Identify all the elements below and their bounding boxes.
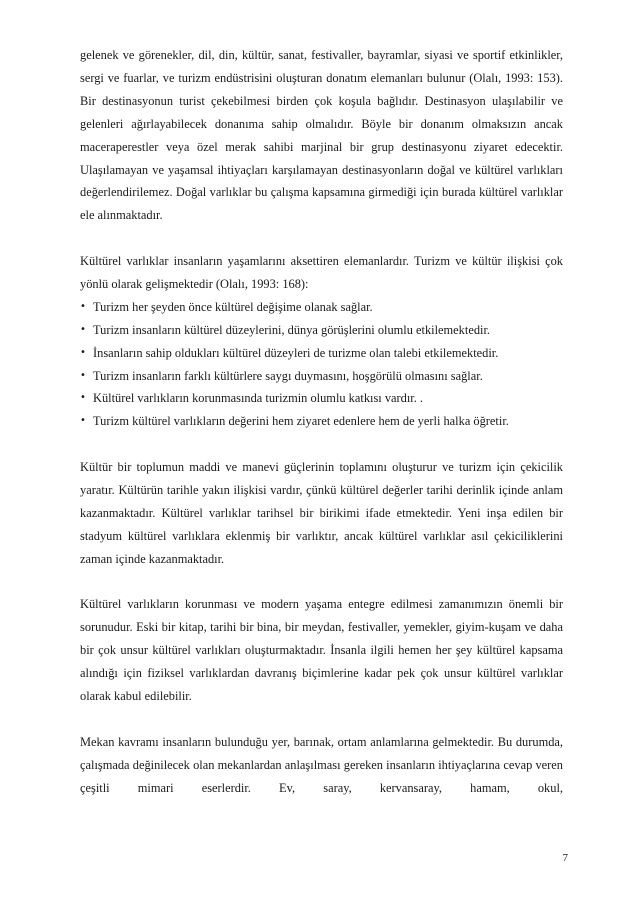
paragraph-4: Kültürel varlıkların korunması ve modern yaşama entegre edilmesi zamanımızın önemli bir sorunudur. Eski bir kitap, tarihi bir bina, bir meydan, festivaller, yemekler, giyim-kuşam ve daha bir çok unsur kültürel varlıkları oluşturmaktadır. İnsanla ilgili hemen her şey kültürel kapsama alındığı için fiziksel varlıklardan davranış biçimlerine kadar pek çok unsur kültürel varlıklar olarak kabul edilebilir. [80, 597, 563, 704]
bullet-item-1 [80, 296, 563, 319]
bullet-text: Turizm insanların farklı kültürlere saygı duymasını, hoşgörülü olmasını sağlar. [93, 368, 483, 383]
bullet-item-4 [80, 365, 563, 388]
bullet-icon: • [80, 346, 86, 358]
paragraph-3: Kültür bir toplumun maddi ve manevi güçlerinin toplamını oluşturur ve turizm için çekicilik yaratır. Kültürün tarihle yakın ilişkisi vardır, çünkü kültürel değerler tarihi derinlik içinde anlam kazanmaktadır. Kültürel varlıklar tarihsel bir birikimi ifade etmektedir. Yeni inşa edilen bir stadyum kültürel varlıklara eklenmiş bir varlıktır, ancak kültürel varlıklar asıl çekiciliklerini zaman içinde kazanmaktadır. [80, 460, 563, 566]
paragraph-gap [80, 571, 563, 594]
page-number: 7 [562, 852, 568, 864]
bullet-text: Kültürel varlıkların korunmasında turizmin olumlu katkısı vardır. . [93, 391, 424, 406]
bullet-item-6 [80, 410, 563, 433]
paragraph-2: Kültürel varlıklar insanların yaşamlarını aksettiren elemanlardır. Turizm ve kültür ilişkisi çok yönlü olarak gelişmektedir (Olalı, 1993: 168): [80, 254, 563, 291]
paragraph-gap [80, 708, 563, 731]
bullet-icon: • [80, 392, 86, 404]
bullet-item-3 [80, 342, 563, 365]
bullet-icon: • [80, 369, 86, 381]
bullet-icon: • [80, 323, 86, 335]
bullet-text: Turizm kültürel varlıkların değerini hem ziyaret edenlere hem de yerli halka öğretir. [93, 414, 509, 429]
page-body [80, 44, 563, 799]
paragraph-1: gelenek ve görenekler, dil, din, kültür, sanat, festivaller, bayramlar, siyasi ve sportif etkinlikler, sergi ve fuarlar, ve turizm endüstrisini oluşturan donatım elemanları bulunur (Olalı, 1993: 153). Bir destinasyonun turist çekebilmesi birden çok koşula bağlıdır. Destinasyon ulaşılabilir ve gelenleri ağırlayabilecek donanıma sahip olmalıdır. Böyle bir donanım olmaksızın ancak maceraperestler veya özel merak sahibi marjinal bir grup destinasyonu ziyaret edecektir. Ulaşılamayan ve yaşamsal ihtiyaçları karşılamayan destinasyonların doğal ve kültürel varlıkları değerlendirilemez. Doğal varlıklar bu çalışma kapsamına girmediği için burada kültürel varlıklar ele alınmaktadır. [80, 48, 563, 223]
bullet-icon: • [80, 415, 86, 427]
paragraph-gap [80, 433, 563, 456]
bullet-text: Turizm her şeyden önce kültürel değişime olanak sağlar. [93, 299, 373, 314]
bullet-text: İnsanların sahip oldukları kültürel düzeyleri de turizme olan talebi etkilemektedir. [93, 345, 499, 360]
paragraph-gap [80, 227, 563, 250]
bullet-icon: • [80, 300, 86, 312]
bullet-item-2 [80, 319, 563, 342]
bullet-text: Turizm insanların kültürel düzeylerini, dünya görüşlerini olumlu etkilemektedir. [93, 322, 490, 337]
bullet-item-5 [80, 387, 563, 410]
bullet-list [80, 296, 563, 433]
paragraph-5: Mekan kavramı insanların bulunduğu yer, barınak, ortam anlamlarına gelmektedir. Bu durumda, çalışmada değinilecek olan mekanlardan anlaşılması gereken insanların ihtiyaçlarına cevap veren çeşitli mimari eserlerdir. Ev, saray, kervansaray, hamam, okul, [80, 734, 563, 795]
